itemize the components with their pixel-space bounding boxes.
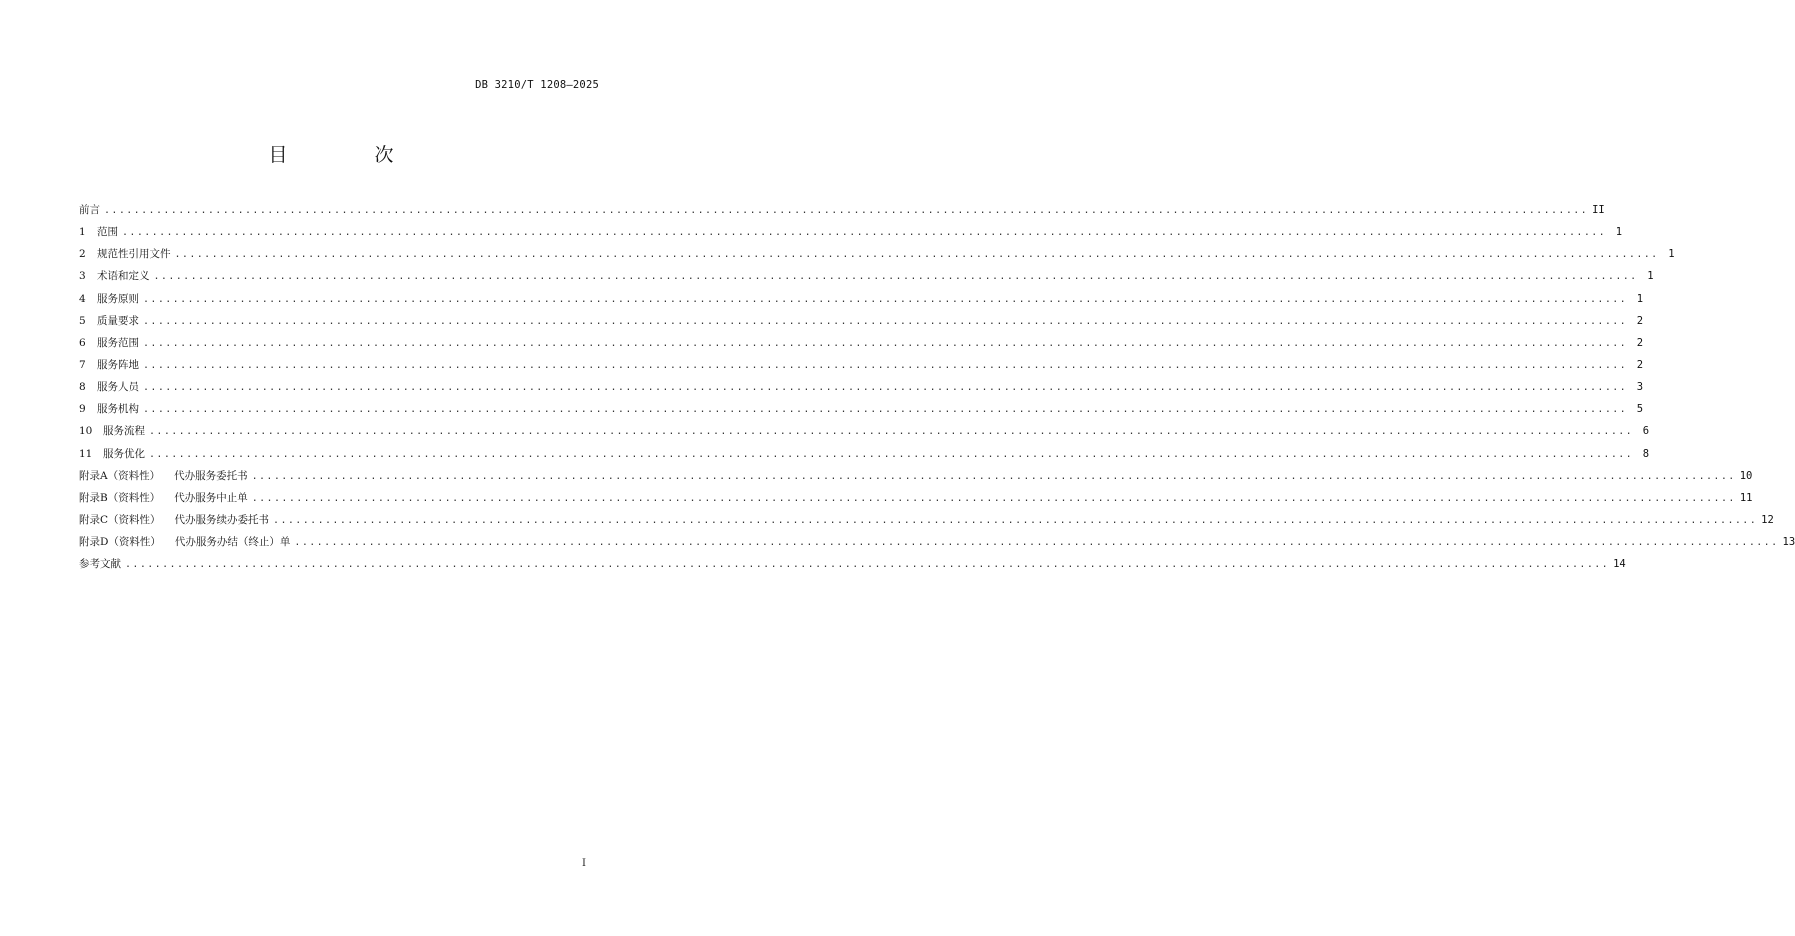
toc-entry-number: 附录A（资料性） <box>79 469 161 482</box>
toc-entry-title: 服务原则 <box>97 292 139 305</box>
toc-entry-number: 7 <box>79 358 86 371</box>
toc-entry-page: 12 <box>1761 513 1774 526</box>
toc-entry-page: 2 <box>1636 358 1644 371</box>
toc-entry-title: 术语和定义 <box>97 270 150 283</box>
toc-entry-number: 10 <box>79 425 93 438</box>
toc-entry-number: 附录B（资料性） <box>79 491 161 504</box>
toc-entry-text <box>79 288 139 310</box>
toc-entry-text <box>79 199 100 221</box>
toc-entry-page: 8 <box>1642 447 1650 460</box>
toc-entry-page: 10 <box>1739 469 1753 482</box>
toc-entry-page: 1 <box>1668 248 1675 261</box>
toc-entry[interactable] <box>79 199 1605 221</box>
toc-entry-title: 代办服务办结（终止）单 <box>174 536 291 549</box>
toc-entry-number: 1 <box>79 226 86 239</box>
toc-entry-title: 服务人员 <box>97 381 139 394</box>
toc-entry-title: 代办服务委托书 <box>174 469 248 482</box>
toc-entry-title: 服务流程 <box>103 425 145 438</box>
toc-entry-title: 代办服务续办委托书 <box>174 513 270 526</box>
toc-leader-dots: ........................................................................................................................................................................................................ <box>143 404 1628 416</box>
toc-entry-page: 3 <box>1636 381 1644 394</box>
toc-entry-number: 8 <box>79 381 86 394</box>
toc-entry[interactable] <box>79 221 1623 243</box>
toc-leader-dots: ........................................................................................................................................................................................................ <box>294 537 1779 549</box>
toc-entry-title: 参考文献 <box>79 558 121 571</box>
toc-entry-number: 4 <box>79 292 86 305</box>
toc-leader-dots: ........................................................................................................................................................................................................ <box>143 337 1628 349</box>
toc-entry-title: 代办服务中止单 <box>174 491 248 504</box>
toc-entry-text <box>79 443 145 465</box>
toc-leader-dots: ........................................................................................................................................................................................................ <box>125 559 1610 571</box>
toc-entry[interactable] <box>79 332 1644 354</box>
toc-entry-page: II <box>1592 204 1605 216</box>
toc-entry[interactable] <box>79 420 1650 442</box>
toc-leader-dots: ........................................................................................................................................................................................................ <box>273 514 1758 526</box>
table-of-contents <box>79 199 1795 575</box>
toc-leader-dots: ........................................................................................................................................................................................................ <box>153 271 1638 283</box>
toc-entry[interactable] <box>79 376 1644 398</box>
toc-entry[interactable] <box>79 398 1644 420</box>
toc-entry-number: 11 <box>79 447 93 460</box>
toc-leader-dots: ........................................................................................................................................................................................................ <box>143 382 1628 394</box>
toc-entry-page: 13 <box>1782 536 1795 549</box>
toc-entry[interactable] <box>79 354 1644 376</box>
toc-entry-page: 1 <box>1636 292 1644 305</box>
toc-entry-number: 6 <box>79 336 86 349</box>
toc-entry-number: 附录D（资料性） <box>79 536 161 549</box>
toc-leader-dots: ........................................................................................................................................................................................................ <box>122 227 1607 239</box>
toc-entry-page: 2 <box>1636 314 1644 327</box>
toc-entry-text <box>79 221 118 243</box>
toc-title: 目 次 <box>268 144 428 166</box>
toc-entry-title: 规范性引用文件 <box>97 248 171 261</box>
document-code: DB 3210/T 1208—2025 <box>475 79 599 91</box>
toc-leader-dots: ........................................................................................................................................................................................................ <box>149 426 1634 438</box>
toc-entry-text <box>79 354 139 376</box>
toc-entry-text <box>79 553 121 575</box>
toc-entry[interactable] <box>79 243 1675 265</box>
toc-entry[interactable] <box>79 465 1753 487</box>
toc-entry[interactable] <box>79 531 1795 553</box>
toc-entry-text <box>79 310 139 332</box>
toc-entry-number: 3 <box>79 270 86 283</box>
toc-leader-dots: ........................................................................................................................................................................................................ <box>251 492 1736 504</box>
toc-entry-title: 前言 <box>79 204 100 216</box>
toc-entry-title: 服务范围 <box>97 336 139 349</box>
toc-entry-title: 服务机构 <box>97 403 139 416</box>
toc-entry[interactable] <box>79 310 1644 332</box>
toc-entry-number: 5 <box>79 314 86 327</box>
toc-entry-text <box>79 487 248 509</box>
toc-entry-text <box>79 531 290 553</box>
toc-entry-text <box>79 376 139 398</box>
toc-entry-page: 6 <box>1642 425 1650 438</box>
toc-entry-text <box>79 243 171 265</box>
toc-entry-title: 质量要求 <box>97 314 139 327</box>
toc-entry[interactable] <box>79 443 1650 465</box>
toc-entry-text <box>79 465 248 487</box>
toc-entry-number: 附录C（资料性） <box>79 513 161 526</box>
toc-leader-dots: ........................................................................................................................................................................................................ <box>143 359 1628 371</box>
toc-leader-dots: ........................................................................................................................................................................................................ <box>143 315 1628 327</box>
toc-entry[interactable] <box>79 288 1644 310</box>
toc-entry-text <box>79 509 269 531</box>
toc-entry[interactable] <box>79 487 1753 509</box>
toc-entry-title: 服务优化 <box>103 447 145 460</box>
toc-leader-dots: ........................................................................................................................................................................................................ <box>104 205 1589 216</box>
toc-entry-title: 范围 <box>97 226 118 239</box>
toc-entry-page: 1 <box>1647 270 1654 283</box>
toc-entry-page: 11 <box>1739 491 1753 504</box>
page-number: I <box>582 858 586 869</box>
toc-leader-dots: ........................................................................................................................................................................................................ <box>174 249 1659 261</box>
toc-leader-dots: ........................................................................................................................................................................................................ <box>143 293 1628 305</box>
toc-entry-text <box>79 332 139 354</box>
toc-entry-number: 2 <box>79 248 86 261</box>
toc-entry-page: 5 <box>1636 403 1644 416</box>
toc-leader-dots: ........................................................................................................................................................................................................ <box>149 448 1634 460</box>
toc-entry-number: 9 <box>79 403 86 416</box>
toc-leader-dots: ........................................................................................................................................................................................................ <box>251 470 1736 482</box>
toc-entry[interactable] <box>79 509 1774 531</box>
toc-entry[interactable] <box>79 265 1654 287</box>
toc-entry[interactable] <box>79 553 1626 575</box>
toc-entry-page: 14 <box>1613 558 1626 571</box>
toc-entry-title: 服务阵地 <box>97 358 139 371</box>
toc-entry-text <box>79 398 139 420</box>
toc-entry-page: 2 <box>1636 336 1644 349</box>
toc-entry-text <box>79 420 145 442</box>
toc-entry-page: 1 <box>1615 226 1623 239</box>
toc-entry-text <box>79 265 150 287</box>
